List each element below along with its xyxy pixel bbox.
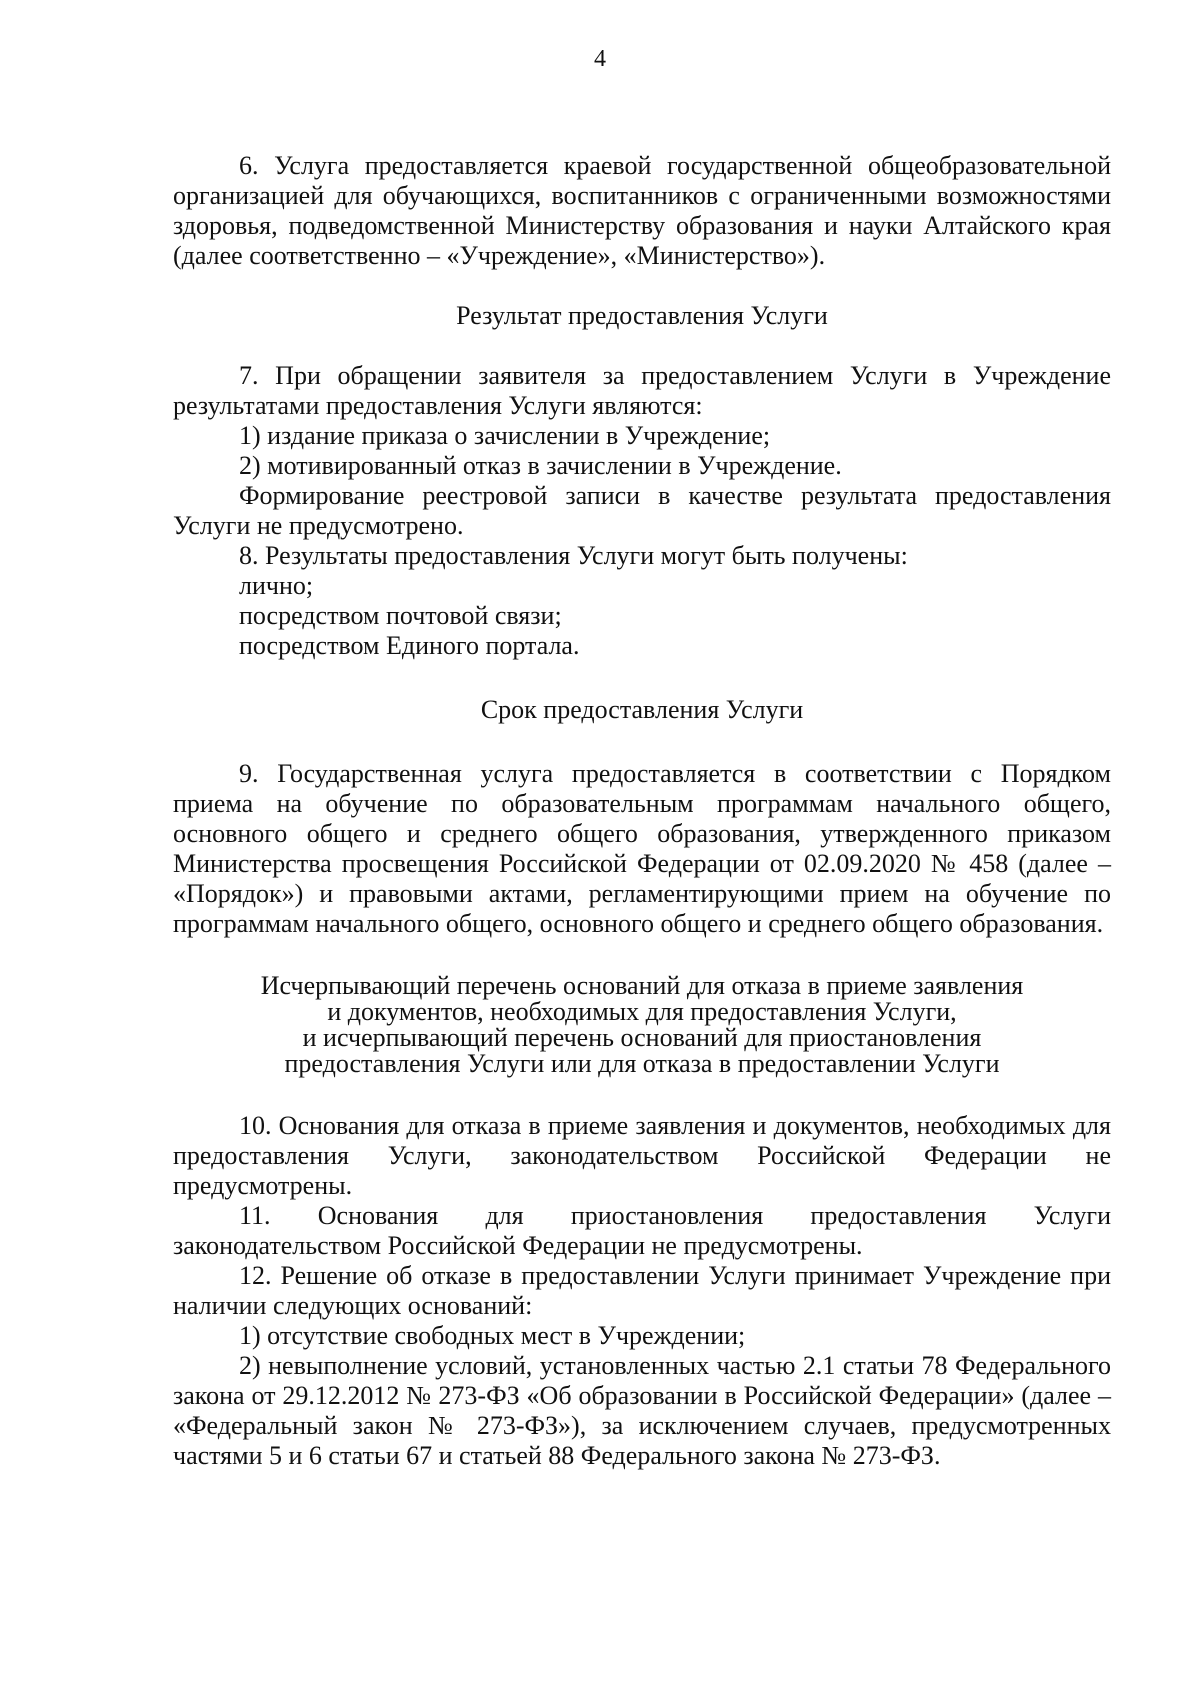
- paragraph-8-item-3: посредством Единого портала.: [239, 631, 580, 660]
- section-heading-grounds-line-2: и документов, необходимых для предоставления Услуги,: [327, 997, 957, 1026]
- section-heading-grounds-line-3: и исчерпывающий перечень оснований для приостановления: [302, 1023, 982, 1052]
- paragraph-6: 6. Услуга предоставляется краевой государственной общеобразовательной организацией для обучающихся, воспитанников с ограниченными возможностями здоровья, подведомственной Министерству образования и науки Алтайского края (далее соответственно – «Учреждение», «Министерство»).: [173, 151, 1111, 270]
- section-heading-term: Срок предоставления Услуги: [480, 695, 804, 724]
- paragraph-11: 11. Основания для приостановления предоставления Услуги законодательством Российской Федерации не предусмотрены.: [173, 1201, 1111, 1260]
- paragraph-7-item-2: 2) мотивированный отказ в зачислении в Учреждение.: [239, 451, 842, 480]
- paragraph-9: 9. Государственная услуга предоставляется в соответствии с Порядком приема на обучение по образовательным программам начального общего, основного общего и среднего общего образования, утвержденного приказом Министерства просвещения Российской Федерации от 02.09.2020 № 458 (далее – «Порядок») и правовыми актами, регламентирующими прием на обучение по программам начального общего, основного общего и среднего общего образования.: [173, 759, 1111, 938]
- paragraph-7-note: Формирование реестровой записи в качестве результата предоставления Услуги не предусмотрено.: [173, 481, 1111, 540]
- document-body: [173, 151, 1111, 1471]
- paragraph-12: 12. Решение об отказе в предоставлении Услуги принимает Учреждение при наличии следующих оснований:: [173, 1261, 1111, 1320]
- paragraph-7: 7. При обращении заявителя за предоставлением Услуги в Учреждение результатами предоставления Услуги являются:: [173, 361, 1111, 420]
- paragraph-8: 8. Результаты предоставления Услуги могут быть получены:: [239, 541, 908, 570]
- paragraph-12-item-1: 1) отсутствие свободных мест в Учреждении;: [239, 1321, 746, 1350]
- section-heading-grounds: [173, 973, 1111, 1077]
- section-heading-grounds-line-1: Исчерпывающий перечень оснований для отказа в приеме заявления: [260, 971, 1024, 1000]
- paragraph-12-item-2: 2) невыполнение условий, установленных частью 2.1 статьи 78 Федерального закона от 29.12.2012 № 273-ФЗ «Об образовании в Российской Федерации» (далее – «Федеральный закон № 273-ФЗ»), за исключением случаев, предусмотренных частями 5 и 6 статьи 67 и статьей 88 Федерального закона № 273-ФЗ.: [173, 1351, 1111, 1470]
- section-heading-result: Результат предоставления Услуги: [456, 301, 828, 330]
- paragraph-8-item-1: лично;: [239, 571, 314, 600]
- paragraph-7-item-1: 1) издание приказа о зачислении в Учреждение;: [239, 421, 771, 450]
- paragraph-10: 10. Основания для отказа в приеме заявления и документов, необходимых для предоставления Услуги, законодательством Российской Федерации не предусмотрены.: [173, 1111, 1111, 1200]
- section-heading-grounds-line-4: предоставления Услуги или для отказа в предоставлении Услуги: [284, 1049, 1000, 1078]
- paragraph-8-item-2: посредством почтовой связи;: [239, 601, 562, 630]
- page-number: 4: [594, 46, 606, 72]
